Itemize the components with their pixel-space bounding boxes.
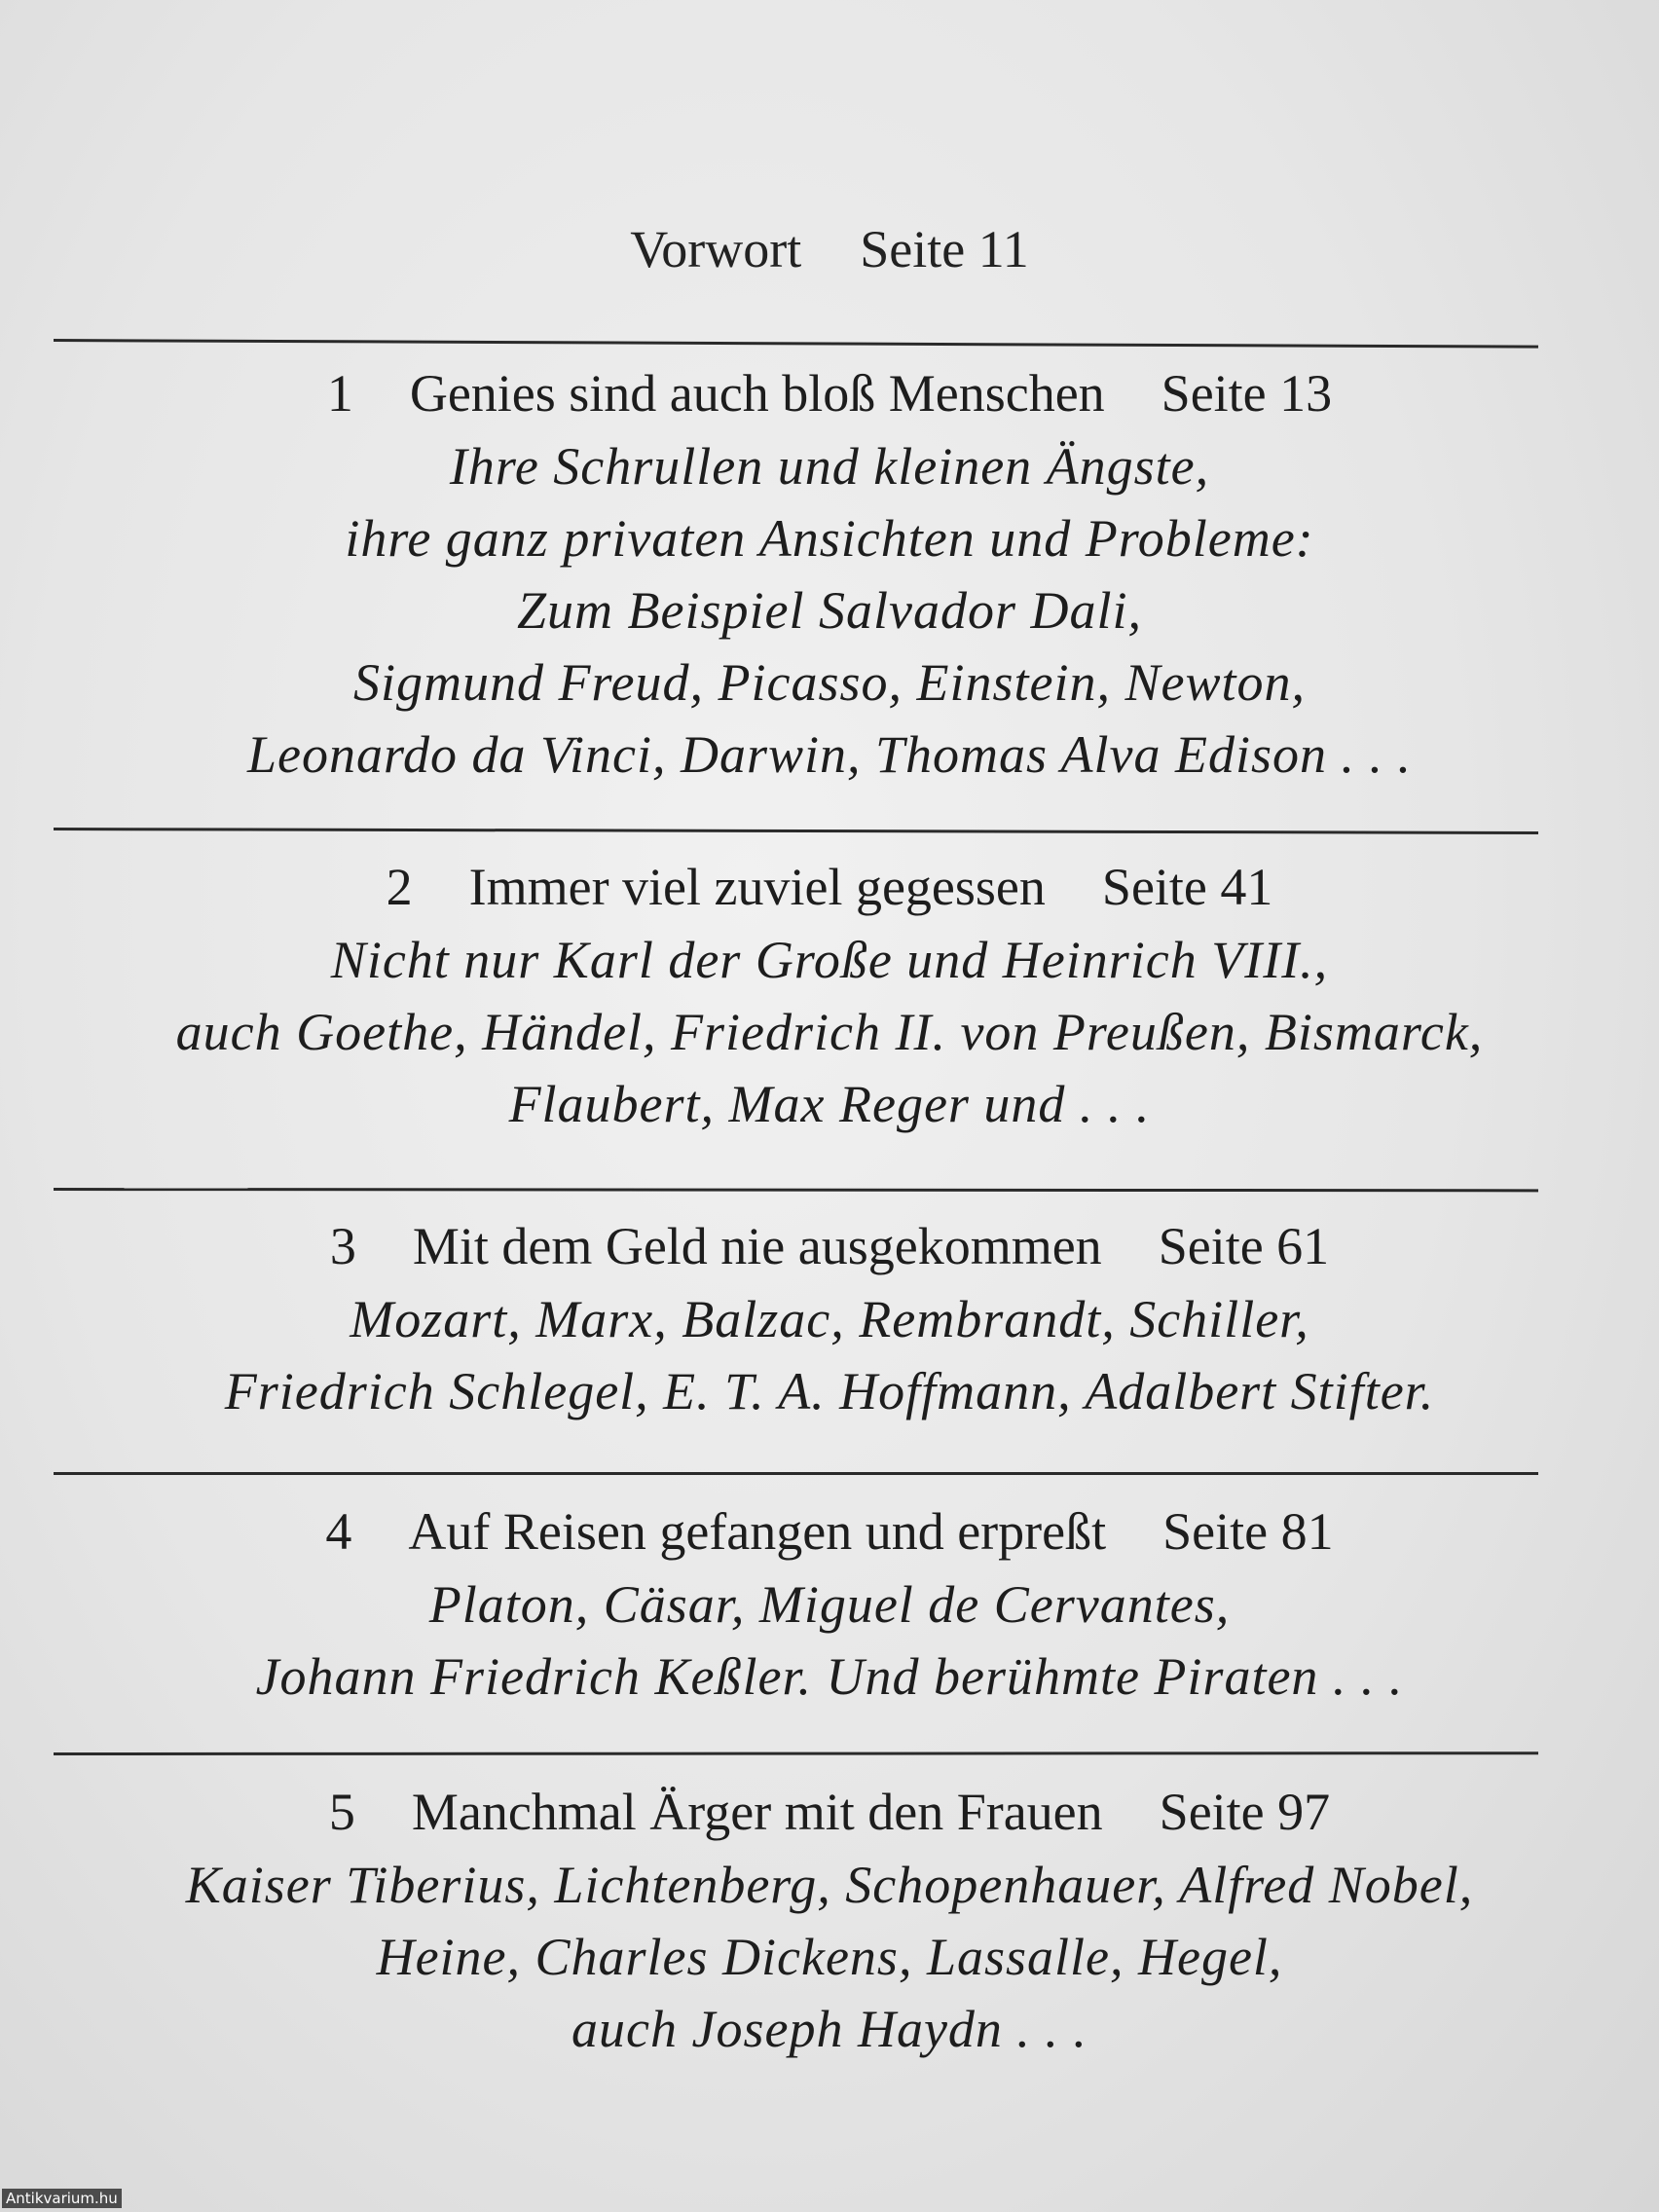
- chapter-page: Seite 41: [1101, 858, 1273, 916]
- chapter-number: 4: [325, 1502, 352, 1561]
- chapter-description-line: Kaiser Tiberius, Lichtenberg, Schopenhauer, Alfred Nobel,: [185, 1856, 1474, 1914]
- chapter-description-line: Platon, Cäsar, Miguel de Cervantes,: [428, 1575, 1231, 1634]
- chapter-title: Manchmal Ärger mit den Frauen: [411, 1783, 1103, 1841]
- site-watermark: Antikvarium.hu: [2, 2189, 122, 2208]
- chapter-heading: [0, 356, 1659, 430]
- chapter-heading: [0, 1209, 1659, 1283]
- chapter-3-entry: [0, 1209, 1659, 1427]
- chapter-page: Seite 97: [1159, 1783, 1331, 1841]
- chapter-page: Seite 81: [1162, 1502, 1334, 1561]
- foreword-page: Seite 11: [860, 220, 1029, 278]
- divider-rule: [54, 339, 1538, 349]
- chapter-number: 1: [326, 364, 353, 423]
- divider-rule: [54, 1472, 1538, 1475]
- chapter-heading: [0, 1494, 1659, 1568]
- chapter-description-line: Friedrich Schlegel, E. T. A. Hoffmann, Adalbert Stifter.: [224, 1362, 1435, 1420]
- chapter-description-line: Ihre Schrullen und kleinen Ängste,: [449, 437, 1210, 496]
- divider-rule: [54, 1188, 1538, 1192]
- chapter-title: Auf Reisen gefangen und erpreßt: [408, 1502, 1107, 1561]
- chapter-description-line: auch Goethe, Händel, Friedrich II. von Preußen, Bismarck,: [175, 1003, 1484, 1061]
- foreword-title: Vorwort: [630, 220, 802, 278]
- chapter-5-entry: [0, 1775, 1659, 2065]
- chapter-description-line: Johann Friedrich Keßler. Und berühmte Piraten . . .: [255, 1647, 1404, 1706]
- foreword-entry: [0, 219, 1659, 279]
- chapter-title: Mit dem Geld nie ausgekommen: [412, 1217, 1102, 1275]
- chapter-description-line: Sigmund Freud, Picasso, Einstein, Newton,: [353, 653, 1306, 712]
- chapter-description-line: Heine, Charles Dickens, Lassalle, Hegel,: [376, 1928, 1283, 1986]
- chapter-page: Seite 13: [1161, 364, 1333, 423]
- chapter-description-line: ihre ganz privaten Ansichten und Probleme:: [345, 509, 1314, 568]
- chapter-1-entry: [0, 356, 1659, 791]
- chapter-description-line: auch Joseph Haydn . . .: [571, 2000, 1088, 2058]
- divider-rule: [54, 828, 1538, 834]
- chapter-number: 5: [328, 1783, 355, 1841]
- chapter-heading: [0, 1775, 1659, 1849]
- chapter-description-line: Zum Beispiel Salvador Dali,: [517, 581, 1142, 640]
- chapter-description-line: Leonardo da Vinci, Darwin, Thomas Alva Edison . . .: [246, 725, 1413, 784]
- chapter-description-line: Flaubert, Max Reger und . . .: [508, 1075, 1151, 1133]
- chapter-page: Seite 61: [1158, 1217, 1330, 1275]
- chapter-heading: [0, 850, 1659, 924]
- chapter-title: Immer viel zuviel gegessen: [468, 858, 1046, 916]
- divider-rule: [54, 1751, 1538, 1755]
- chapter-description-line: Nicht nur Karl der Große und Heinrich VIII.,: [330, 931, 1329, 989]
- chapter-title: Genies sind auch bloß Menschen: [409, 364, 1105, 423]
- chapter-4-entry: [0, 1494, 1659, 1713]
- chapter-number: 2: [386, 858, 413, 916]
- chapter-number: 3: [329, 1217, 356, 1275]
- chapter-description-line: Mozart, Marx, Balzac, Rembrandt, Schiller,: [350, 1290, 1309, 1348]
- chapter-2-entry: [0, 850, 1659, 1140]
